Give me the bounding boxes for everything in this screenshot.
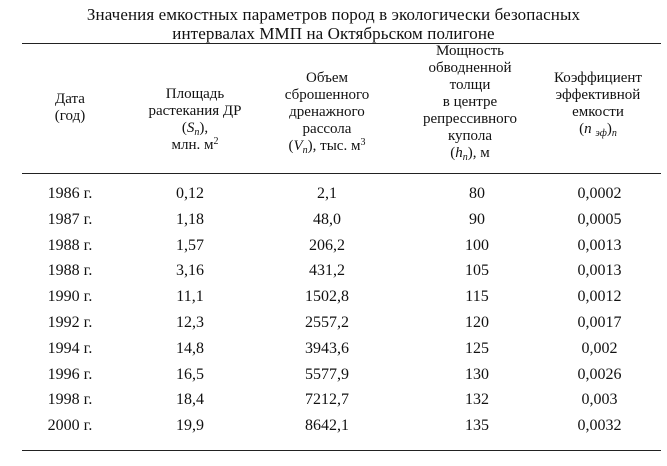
cell-area: 11,1 bbox=[176, 288, 204, 306]
cell-volume: 206,2 bbox=[309, 236, 345, 254]
cell-coef: 0,0002 bbox=[577, 185, 622, 202]
header-coef bbox=[535, 40, 661, 168]
cell-volume: 431,2 bbox=[309, 262, 345, 280]
header-area-symbol: $(S_n)$, bbox=[181, 120, 209, 138]
cell-volume: 5577,9 bbox=[305, 365, 349, 383]
cell-area: 14,8 bbox=[176, 339, 204, 357]
cell-coef: 0,0017 bbox=[577, 314, 622, 331]
cell-volume: 48,0 bbox=[313, 210, 341, 228]
cell-coef: 0,0026 bbox=[577, 365, 622, 383]
cell-thickness: 105 bbox=[465, 262, 489, 280]
cell-year: 1988 г. bbox=[47, 236, 93, 254]
table-row bbox=[22, 258, 661, 284]
cell-coef: 0,0013 bbox=[577, 236, 622, 254]
cell-thickness: 115 bbox=[465, 288, 489, 306]
cell-year: 1986 г. bbox=[47, 185, 93, 202]
cell-year: 1998 г. bbox=[47, 391, 93, 409]
cell-area: 1,18 bbox=[176, 210, 204, 228]
cell-year: 1990 г. bbox=[47, 288, 93, 306]
header-volume bbox=[262, 48, 392, 176]
header-date-line-2: (год) bbox=[54, 108, 86, 124]
cell-volume: 3943,6 bbox=[305, 339, 349, 357]
cell-year: 1994 г. bbox=[47, 339, 93, 357]
cell-volume: 2557,2 bbox=[305, 314, 349, 331]
cell-volume: 1502,8 bbox=[305, 288, 349, 306]
cell-coef: 0,0005 bbox=[577, 210, 622, 228]
table-title-line-1: Значения емкостных параметров пород в экологически безопасных bbox=[86, 5, 581, 24]
header-area-line-2: растекания ДР bbox=[148, 103, 242, 119]
table-row bbox=[22, 413, 661, 439]
cell-area: 0,12 bbox=[176, 185, 204, 202]
cell-year: 1987 г. bbox=[47, 210, 93, 228]
cell-volume: 7212,7 bbox=[305, 391, 349, 409]
header-coef-symbol: (n $_{эф})_n$ bbox=[579, 121, 617, 139]
header-thickness-line-4: в центре bbox=[442, 93, 498, 110]
header-volume-line-3: дренажного bbox=[289, 103, 365, 120]
cell-thickness: 80 bbox=[469, 185, 485, 202]
header-thickness-line-6: купола bbox=[447, 127, 493, 144]
table-title-line-2: интервалах ММП на Октябрьском полигоне bbox=[172, 24, 495, 43]
header-area bbox=[140, 56, 250, 184]
header-thickness bbox=[405, 38, 535, 166]
cell-coef: 0,0012 bbox=[577, 288, 622, 306]
header-thickness-line-3: толщи bbox=[449, 76, 491, 93]
table-bottom-rule bbox=[22, 450, 661, 451]
header-coef-line-3: емкости bbox=[572, 104, 624, 120]
cell-coef: 0,0032 bbox=[577, 417, 622, 435]
table-header-rule bbox=[22, 173, 661, 174]
cell-area: 16,5 bbox=[176, 365, 204, 383]
cell-area: 1,57 bbox=[176, 236, 204, 254]
table-row bbox=[22, 387, 661, 413]
table-row bbox=[22, 336, 661, 362]
header-date-line-1: Дата bbox=[55, 91, 85, 107]
header-coef-line-1: Коэффициент bbox=[554, 70, 642, 86]
cell-volume: 2,1 bbox=[317, 185, 337, 202]
header-thickness-line-2: обводненной bbox=[428, 59, 512, 76]
table-row bbox=[22, 181, 661, 207]
header-volume-line-1: Объем bbox=[305, 69, 348, 86]
cell-thickness: 125 bbox=[465, 339, 489, 357]
table-row bbox=[22, 362, 661, 388]
table-title bbox=[0, 5, 667, 43]
header-thickness-line-5: репрессивного bbox=[423, 110, 517, 127]
cell-thickness: 130 bbox=[465, 365, 489, 383]
cell-year: 1992 г. bbox=[47, 314, 93, 331]
header-volume-line-2: сброшенного bbox=[284, 86, 370, 103]
header-date bbox=[22, 44, 118, 172]
cell-coef: 0,002 bbox=[581, 339, 618, 357]
cell-coef: 0,0013 bbox=[577, 262, 622, 280]
cell-thickness: 120 bbox=[465, 314, 489, 331]
cell-thickness: 100 bbox=[465, 236, 489, 254]
header-area-line-1: Площадь bbox=[165, 86, 225, 102]
cell-area: 19,9 bbox=[176, 417, 204, 435]
cell-year: 1996 г. bbox=[47, 365, 93, 383]
cell-volume: 8642,1 bbox=[305, 417, 349, 435]
header-area-unit: млн. $м^2$ bbox=[171, 136, 219, 153]
cell-thickness: 90 bbox=[469, 210, 485, 228]
header-coef-line-2: эффективной bbox=[555, 87, 641, 103]
header-thickness-line-1: Мощность bbox=[436, 42, 504, 59]
table-row bbox=[22, 284, 661, 310]
table-row bbox=[22, 233, 661, 259]
cell-coef: 0,003 bbox=[581, 391, 618, 409]
cell-thickness: 132 bbox=[465, 391, 489, 409]
cell-year: 1988 г. bbox=[47, 262, 93, 280]
cell-area: 18,4 bbox=[176, 391, 204, 409]
table-row bbox=[22, 207, 661, 233]
table-row bbox=[22, 310, 661, 336]
header-thickness-symbol: $(h_n)$, м bbox=[450, 144, 490, 163]
cell-thickness: 135 bbox=[465, 417, 489, 435]
cell-area: 3,16 bbox=[176, 262, 204, 280]
cell-year: 2000 г. bbox=[47, 417, 93, 435]
header-volume-symbol: $(V_n)$, тыс. $м^3$ bbox=[288, 136, 366, 156]
header-volume-line-4: рассола bbox=[302, 120, 352, 137]
cell-area: 12,3 bbox=[176, 314, 204, 331]
